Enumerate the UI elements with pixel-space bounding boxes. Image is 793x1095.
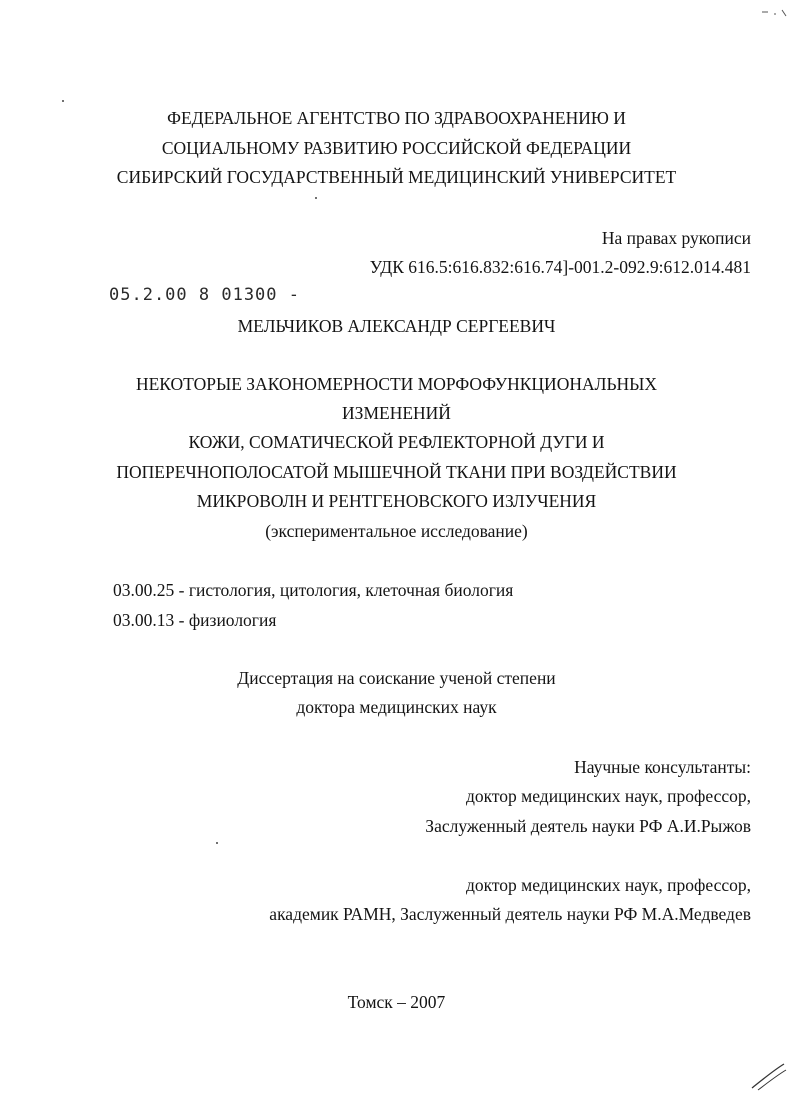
title-line-2: ИЗМЕНЕНИЙ [342,403,451,423]
title-line-4: ПОПЕРЕЧНОПОЛОСАТОЙ МЫШЕЧНОЙ ТКАНИ ПРИ ВОЗДЕЙСТВИИ [116,462,677,482]
place-and-year: Томск – 2007 [347,992,446,1012]
consultant-1-name: Заслуженный деятель науки РФ А.И.Рыжов [425,816,751,836]
dissertation-line-1: Диссертация на соискание ученой степени [237,668,556,688]
dissertation-line-2: доктора медицинских наук [296,697,497,717]
scan-speck [315,197,317,199]
title-line-1: НЕКОТОРЫЕ ЗАКОНОМЕРНОСТИ МОРФОФУНКЦИОНАЛЬНЫХ [135,374,658,394]
scan-speck [62,100,64,102]
institution-line-1: ФЕДЕРАЛЬНОЕ АГЕНТСТВО ПО ЗДРАВООХРАНЕНИЮ И [167,108,626,128]
consultant-2-name: академик РАМН, Заслуженный деятель науки РФ М.А.Медведев [269,904,751,924]
author-name: МЕЛЬЧИКОВ АЛЕКСАНДР СЕРГЕЕВИЧ [237,316,556,336]
title-subtitle: (экспериментальное исследование) [265,521,528,541]
specialty-1: 03.00.25 - гистология, цитология, клеточная биология [113,580,514,600]
consultant-1-degree: доктор медицинских наук, профессор, [465,786,751,806]
title-line-5: МИКРОВОЛН И РЕНТГЕНОВСКОГО ИЗЛУЧЕНИЯ [196,491,597,511]
corner-scan-mark [760,4,790,18]
institution-line-2: СОЦИАЛЬНОМУ РАЗВИТИЮ РОССИЙСКОЙ ФЕДЕРАЦИИ [161,138,632,158]
title-line-3: КОЖИ, СОМАТИЧЕСКОЙ РЕФЛЕКТОРНОЙ ДУГИ И [188,432,605,452]
scan-speck [216,842,218,844]
rights-notice: На правах рукописи [601,228,751,248]
udc-code: УДК 616.5:616.832:616.74]-001.2-092.9:612.014.481 [369,257,751,277]
consultant-2-degree: доктор медицинских наук, профессор, [465,875,751,895]
registration-stamp: 05.2.00 8 01300 - [109,285,300,305]
consultants-heading: Научные консультанты: [574,757,751,777]
pen-stroke-mark [748,1062,788,1092]
institution-line-3: СИБИРСКИЙ ГОСУДАРСТВЕННЫЙ МЕДИЦИНСКИЙ УНИВЕРСИТЕТ [116,167,677,187]
specialty-2: 03.00.13 - физиология [113,610,277,630]
